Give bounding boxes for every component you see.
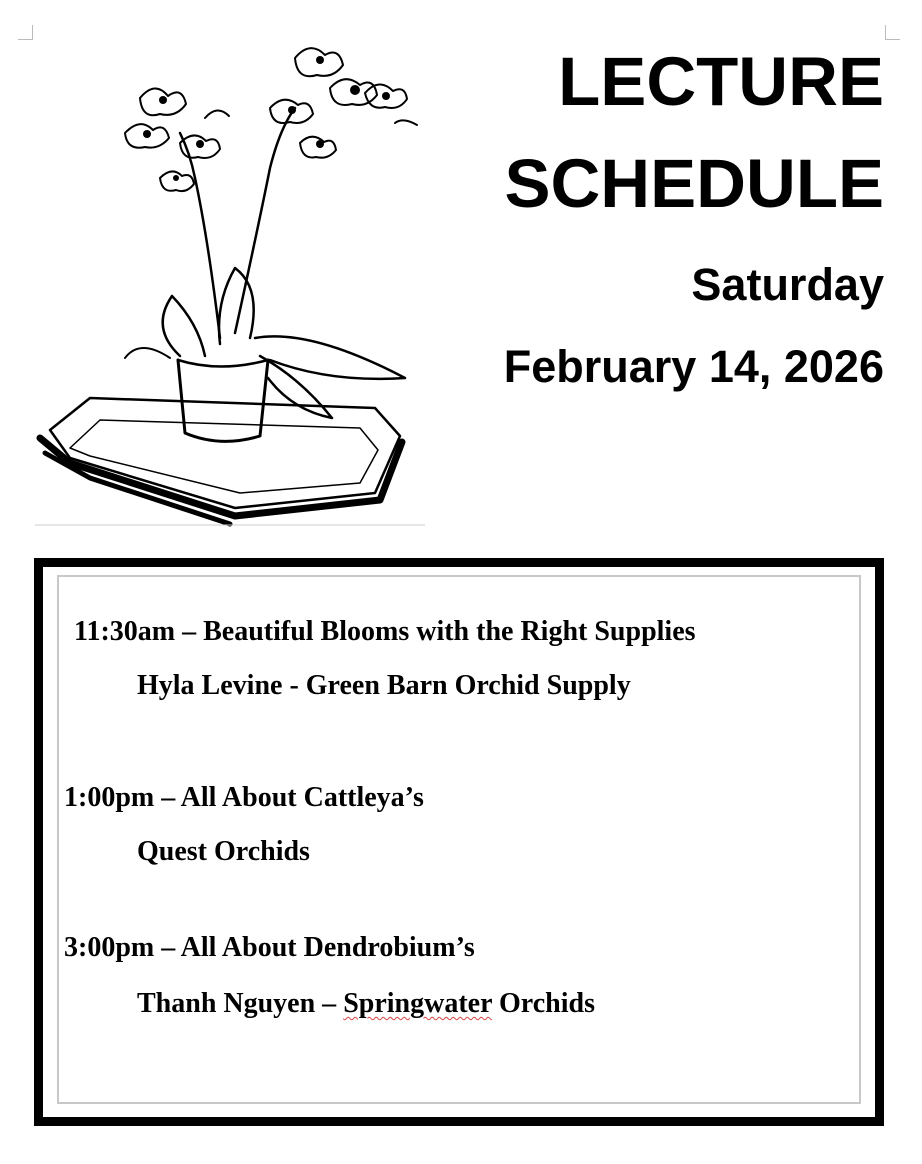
- schedule-item-2-title: 1:00pm – All About Cattleya’s: [64, 782, 424, 813]
- title-line-schedule: SCHEDULE: [504, 145, 884, 222]
- schedule-item-3-title: 3:00pm – All About Dendrobium’s: [64, 932, 475, 963]
- schedule-item-1-title: 11:30am – Beautiful Blooms with the Right Supplies: [74, 616, 696, 647]
- spellcheck-flagged-word: Springwater: [343, 988, 493, 1019]
- presenter-rest: Orchids: [492, 988, 595, 1019]
- page-corner-mark-top-right: [885, 25, 900, 40]
- event-date: February 14, 2026: [503, 341, 884, 392]
- orchid-drawing-icon: [30, 38, 430, 528]
- title-line-lecture: LECTURE: [558, 43, 884, 120]
- event-day: Saturday: [691, 259, 884, 310]
- presenter-name: Thanh Nguyen –: [137, 988, 344, 1019]
- schedule-box: [34, 558, 884, 1126]
- schedule-item-1-presenter: Hyla Levine - Green Barn Orchid Supply: [137, 670, 631, 701]
- schedule-item-2-presenter: Quest Orchids: [137, 836, 310, 867]
- schedule-item-3-presenter: [137, 987, 595, 1021]
